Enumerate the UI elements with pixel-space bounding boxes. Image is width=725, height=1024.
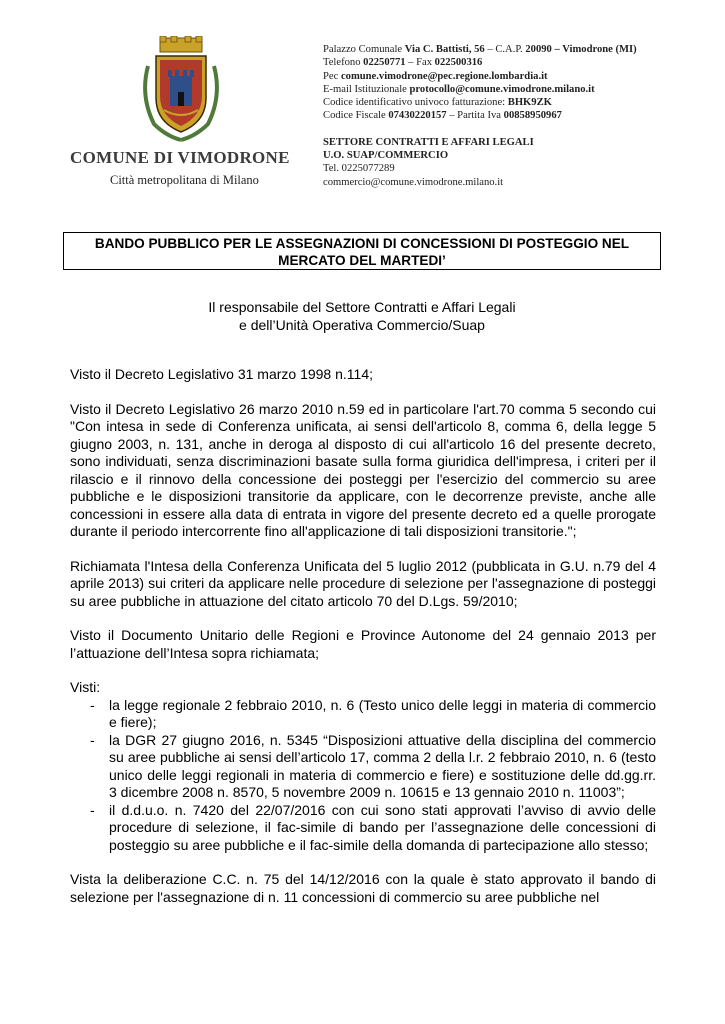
document-title xyxy=(63,232,661,270)
contact-email: E-mail Istituzionale protocollo@comune.vimodrone.milano.it xyxy=(323,83,595,95)
signer-line-2: e dell’Unità Operativa Commercio/Suap xyxy=(239,317,485,333)
paragraph-decree-59: Visto il Decreto Legislativo 26 marzo 2010 n.59 ed in particolare l'art.70 comma 5 secondo cui "Con intesa in sede di Conferenza unificata, ai sensi dell'articolo 8, comma 6, della legge 5 giugno 2003, n. 131, anche in deroga al disposto di cui all'articolo 16 del presente decreto, sono individuati, senza discriminazioni basate sulla forma giuridica dell'impresa, i criteri per il rilascio e il rinnovo della concessione dei posteggi per l'esercizio del commercio su aree pubbliche e le disposizioni transitorie da applicare, con le decorrenze previste, anche alle concessioni in essere alla data di entrata in vigore del presente decreto ed a quelle prorogate durante il periodo intercorrente fino all'applicazione di tali disposizioni transitorie."; xyxy=(70,400,656,539)
municipality-subtitle: Città metropolitana di Milano xyxy=(110,173,259,187)
paragraph-decree-114: Visto il Decreto Legislativo 31 marzo 1998 n.114; xyxy=(70,366,373,382)
municipal-crest-icon xyxy=(138,36,224,144)
visti-list xyxy=(70,697,656,855)
signer-block xyxy=(63,298,661,334)
contact-invoice-code: Codice identificativo univoco fatturazione: BHK9ZK xyxy=(323,97,552,109)
contact-pec: Pec comune.vimodrone@pec.regione.lombardia.it xyxy=(323,70,548,82)
contact-tax-code: Codice Fiscale 07430220157 – Partita Iva 00858950967 xyxy=(323,110,562,122)
list-item: - la DGR 27 giugno 2016, n. 5345 “Disposizioni attuative della disciplina del commercio su aree pubbliche ai sensi dell’articolo 17, comma 2 della l.r. 2 febbraio 2010, n. 6 (testo unico delle leggi regionali in materia di commercio e fiere) e sostituzione delle dd.gg.rr. 3 dicembre 2008 n. 8570, 5 novembre 2009 n. 10615 e 13 gennaio 2010 n. 11003”; xyxy=(90,731,656,800)
title-line-1: BANDO PUBBLICO PER LE ASSEGNAZIONI DI CONCESSIONI DI POSTEGGIO NEL xyxy=(94,236,630,251)
paragraph-deliberazione: Vista la deliberazione C.C. n. 75 del 14/12/2016 con la quale è stato approvato il bando di selezione per l'assegnazione di n. 11 concessioni di commercio su aree pubbliche nel xyxy=(70,871,656,905)
paragraph-documento-unitario: Visto il Documento Unitario delle Regioni e Province Autonome del 24 gennaio 2013 per l’attuazione dell’Intesa sopra richiamata; xyxy=(70,627,656,661)
office-unit: U.O. SUAP/COMMERCIO xyxy=(323,150,449,162)
paragraph-intesa: Richiamata l'Intesa della Conferenza Unificata del 5 luglio 2012 (pubblicata in G.U. n.79 del 4 aprile 2013) sui criteri da applicare nelle procedure di selezione per l'assegnazione di posteggi su aree pubbliche in attuazione del citato articolo 70 del D.Lgs. 59/2010; xyxy=(70,557,656,609)
contact-phone-fax: Telefono 02250771 – Fax 022500316 xyxy=(323,57,483,69)
list-item: - la legge regionale 2 febbraio 2010, n. 6 (Testo unico delle leggi in materia di commercio e fiere); xyxy=(90,696,656,730)
visti-label: Visti: xyxy=(70,679,101,695)
office-email: commercio@comune.vimodrone.milano.it xyxy=(323,176,504,188)
office-phone: Tel. 0225077289 xyxy=(323,163,395,175)
contact-block xyxy=(323,43,693,189)
signer-line-1: Il responsabile del Settore Contratti e Affari Legali xyxy=(208,299,516,315)
office-block xyxy=(323,136,693,189)
document-body xyxy=(70,366,656,906)
list-item: - il d.d.u.o. n. 7420 del 22/07/2016 con cui sono stati approvati l’avviso di avvio delle procedure di selezione, il fac-simile di bando per l’assegnazione delle concessioni di posteggio su aree pubbliche e il fac-simile della domanda di partecipazione allo stesso; xyxy=(90,801,656,853)
title-line-2: MERCATO DEL MARTEDI’ xyxy=(278,253,446,268)
contact-address: Palazzo Comunale Via C. Battisti, 56 – C.A.P. 20090 – Vimodrone (MI) xyxy=(323,44,637,55)
municipality-name: COMUNE DI VIMODRONE xyxy=(70,148,290,167)
office-sector: SETTORE CONTRATTI E AFFARI LEGALI xyxy=(323,136,534,148)
